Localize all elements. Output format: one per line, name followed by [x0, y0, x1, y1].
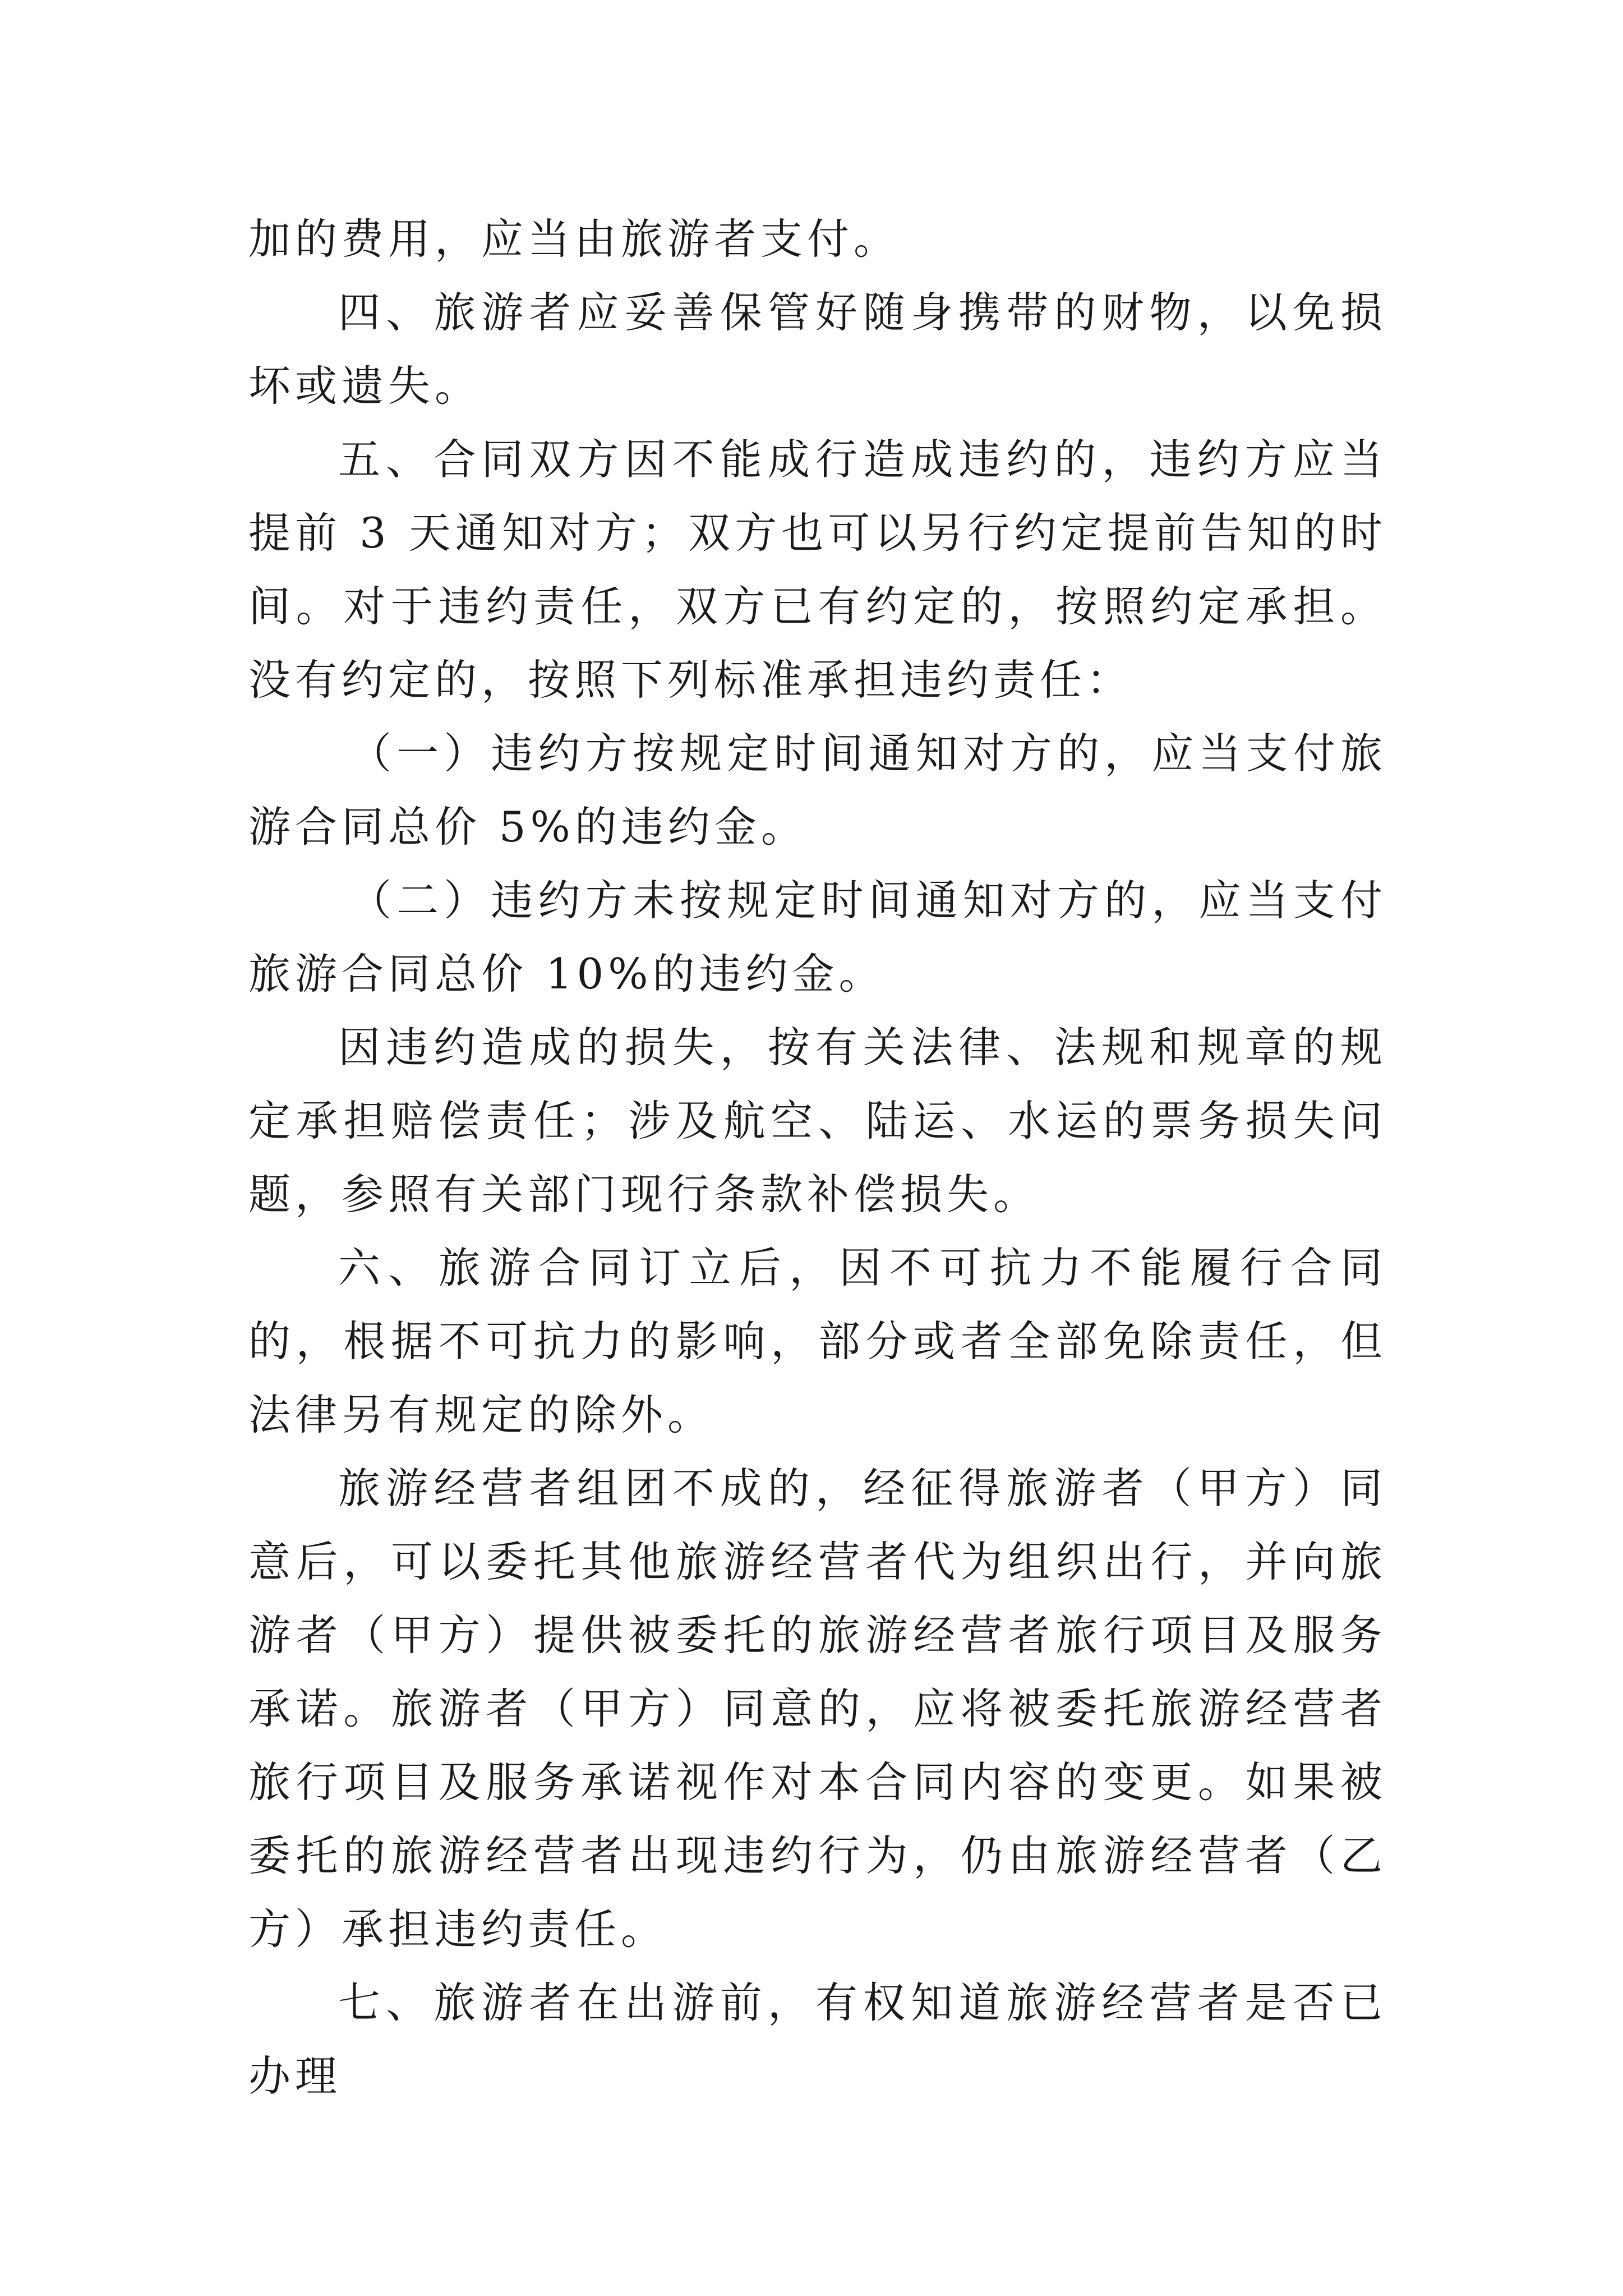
paragraph-group-tour-delegation: 旅游经营者组团不成的，经征得旅游者（甲方）同意后，可以委托其他旅游经营者代为组织出行，并向旅游者（甲方）提供被委托的旅游经营者旅行项目及服务承诺。旅游者（甲方）同意的，应将被委托旅游经营者旅行项目及服务承诺视作对本合同内容的变更。如果被委托的旅游经营者出现违约行为，仍由旅游经营者（乙方）承担违约责任。 [248, 1464, 1387, 1954]
paragraph-clause-4: 四、旅游者应妥善保管好随身携带的财物，以免损坏或遗失。 [248, 288, 1387, 411]
paragraph-clause-5-item-2: （二）违约方未按规定时间通知对方的，应当支付旅游合同总价 10%的违约金。 [248, 876, 1387, 999]
paragraph-clause-6: 六、旅游合同订立后，因不可抗力不能履行合同的，根据不可抗力的影响，部分或者全部免除责任，但法律另有规定的除外。 [248, 1243, 1387, 1439]
paragraph: 加的费用，应当由旅游者支付。 [248, 214, 901, 264]
paragraph-loss-compensation: 因违约造成的损失，按有关法律、法规和规章的规定承担赔偿责任；涉及航空、陆运、水运的票务损失问题，参照有关部门现行条款补偿损失。 [248, 1023, 1387, 1219]
paragraph-clause-5: 五、合同双方因不能成行造成违约的，违约方应当提前 3 天通知对方；双方也可以另行约定提前告知的时间。对于违约责任，双方已有约定的，按照约定承担。没有约定的，按照下列标准承担违约责任： [248, 435, 1387, 705]
paragraph-clause-7: 七、旅游者在出游前，有权知道旅游经营者是否已办理 [248, 1978, 1387, 2101]
paragraph-clause-5-item-1: （一）违约方按规定时间通知对方的，应当支付旅游合同总价 5%的违约金。 [248, 729, 1387, 852]
document-body [248, 203, 1387, 2113]
